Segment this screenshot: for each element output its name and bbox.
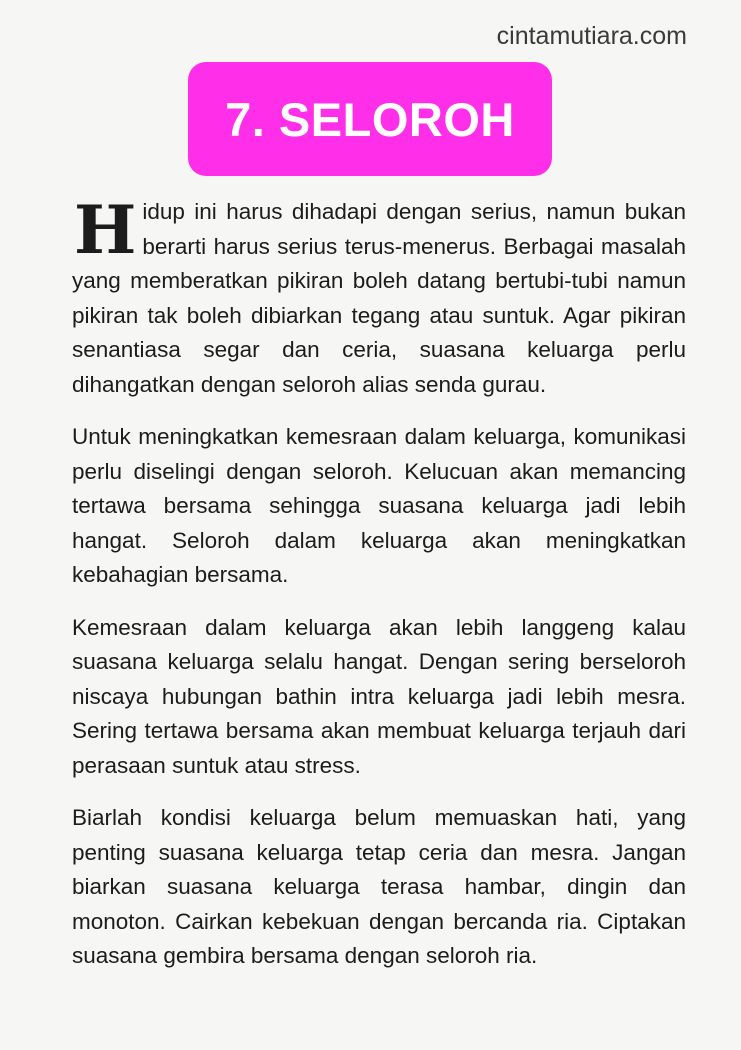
paragraph-1 bbox=[72, 191, 686, 402]
paragraph-3: Kemesraan dalam keluarga akan lebih langgeng kalau suasana keluarga selalu hangat. Dengan sering berseloroh niscaya hubungan bathin intra keluarga jadi lebih mesra. Sering tertawa bersama akan membuat keluarga terjauh dari perasaan suntuk atau stress. bbox=[72, 614, 686, 778]
watermark: cintamutiara.com bbox=[496, 22, 687, 50]
page-title: 7. SELOROH bbox=[225, 92, 515, 146]
paragraph-4: Biarlah kondisi keluarga belum memuaskan hati, yang penting suasana keluarga tetap ceria dan mesra. Jangan biarkan suasana keluarga terasa hambar, dingin dan monoton. Cairkan kebekuan dengan bercanda ria. Ciptakan suasana gembira bersama dengan seloroh ria. bbox=[72, 805, 686, 968]
paragraph-1-text: idup ini harus dihadapi dengan serius, namun bukan berarti harus serius terus-menerus. Berbagai masalah yang memberatkan pikiran boleh datang bertubi-tubi namun pikiran tak boleh dibiarkan tegang atau suntuk. Agar pikiran senantiasa segar dan ceria, suasana keluarga perlu dihangatkan dengan seloroh alias senda gurau. bbox=[72, 199, 686, 397]
title-banner bbox=[188, 62, 552, 176]
drop-cap: H bbox=[74, 191, 137, 269]
article-body bbox=[72, 191, 686, 992]
paragraph-2: Untuk meningkatkan kemesraan dalam keluarga, komunikasi perlu diselingi dengan seloroh. Kelucuan akan memancing tertawa bersama sehingga suasana keluarga jadi lebih hangat. Seloroh dalam keluarga akan meningkatkan kebahagian bersama. bbox=[72, 424, 686, 587]
